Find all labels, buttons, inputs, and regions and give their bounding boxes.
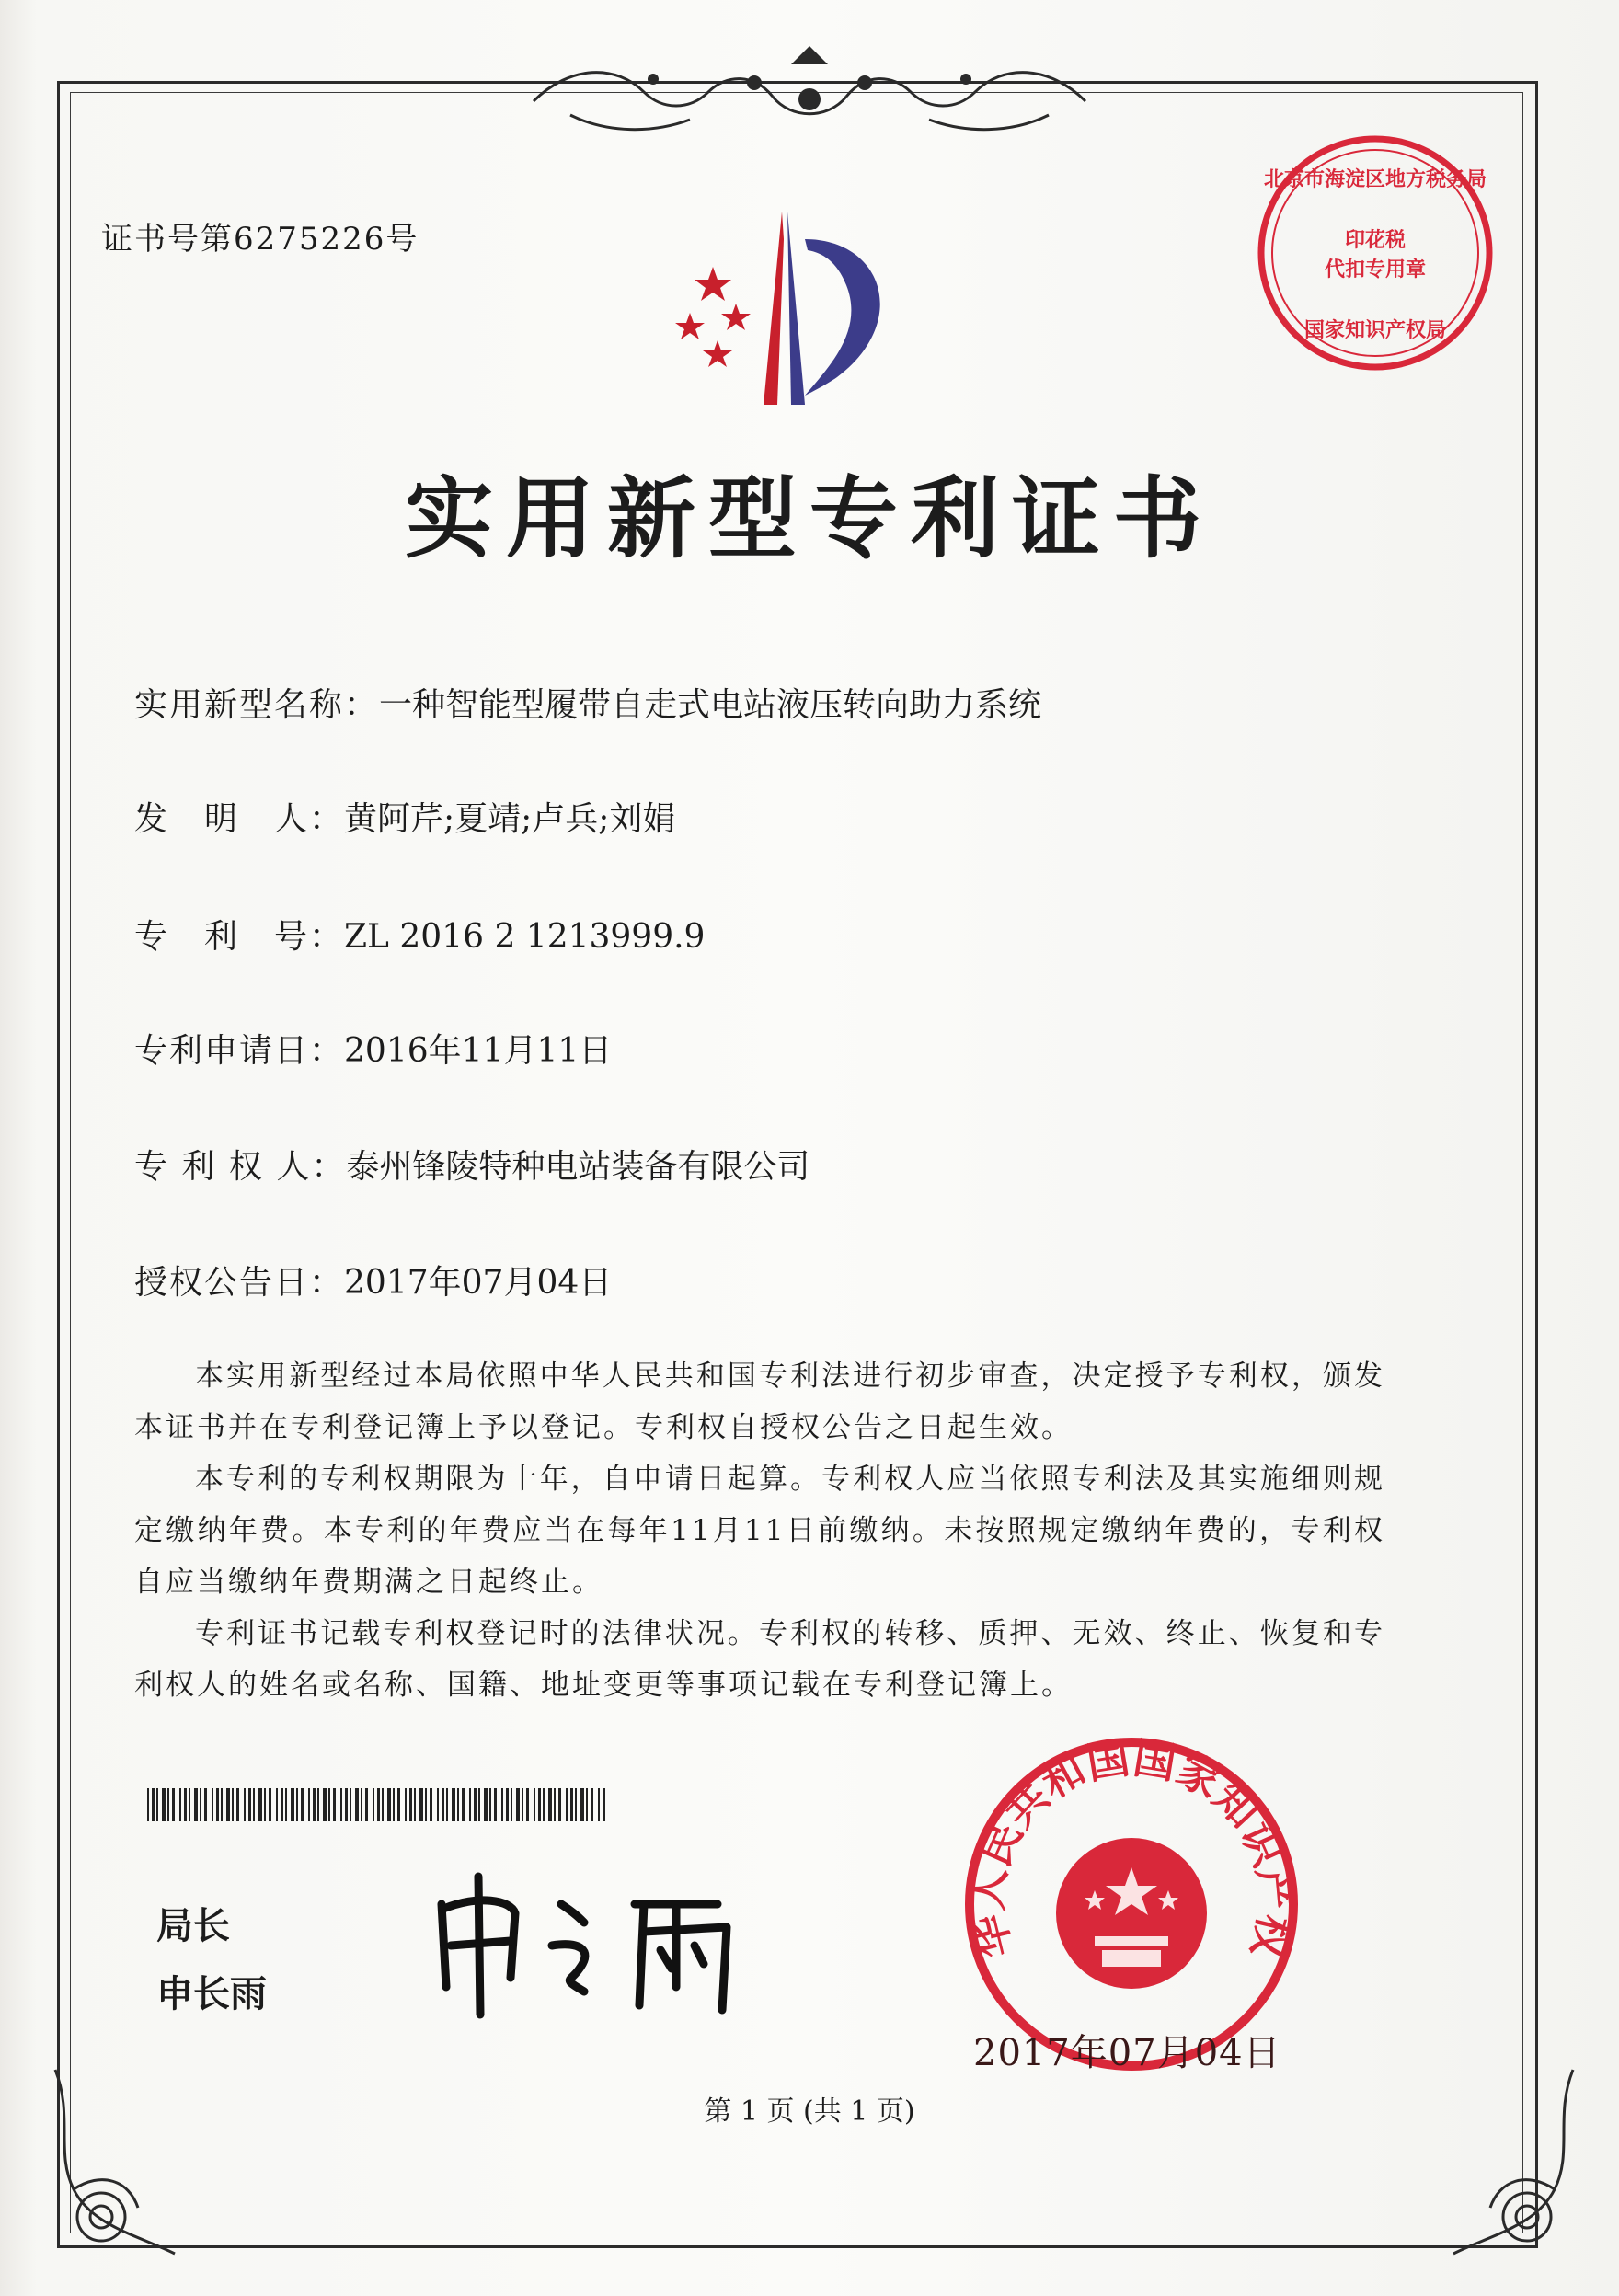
barcode-bar <box>425 1788 427 1821</box>
barcode-bar <box>355 1788 359 1821</box>
barcode-bar <box>285 1788 287 1821</box>
barcode-bar <box>212 1788 213 1821</box>
barcode-bar <box>387 1788 391 1821</box>
barcode-bar <box>489 1788 491 1821</box>
barcode-bar <box>179 1788 181 1821</box>
barcode-bar <box>194 1788 198 1821</box>
barcode-bar <box>216 1788 219 1821</box>
barcode-bar <box>236 1788 239 1821</box>
barcode-bar <box>516 1788 520 1821</box>
barcode-bar <box>361 1788 362 1821</box>
barcode-bar <box>152 1788 155 1821</box>
barcode-bar <box>478 1788 480 1821</box>
barcode-bar <box>162 1788 166 1821</box>
barcode-bar <box>373 1788 374 1821</box>
barcode-bar <box>414 1788 416 1821</box>
field-grant-date <box>134 1257 612 1303</box>
field-value: ZL 2016 2 1213999.9 <box>344 918 706 956</box>
certificate-body <box>134 1350 1385 1711</box>
barcode-bar <box>522 1788 523 1821</box>
barcode-bar <box>570 1788 573 1821</box>
barcode-bar <box>350 1788 351 1821</box>
field-patentee <box>134 1141 810 1188</box>
tax-stamp-seal <box>1251 129 1499 381</box>
field-value: 一种智能型履带自走式电站液压转向助力系统 <box>379 686 1042 724</box>
certificate-number: 证书号第6275226号 <box>101 221 419 258</box>
barcode-bar <box>269 1788 271 1821</box>
barcode-bar <box>204 1788 207 1821</box>
barcode-bar <box>221 1788 223 1821</box>
barcode-bar <box>264 1788 266 1821</box>
field-value: 2017年07月04日 <box>344 1264 613 1302</box>
barcode-bar <box>308 1788 310 1821</box>
barcode <box>147 1788 607 1825</box>
barcode-bar <box>452 1788 455 1821</box>
barcode-bar <box>494 1788 497 1821</box>
barcode-bar <box>377 1788 380 1821</box>
barcode-bar <box>244 1788 246 1821</box>
field-patent-number <box>134 911 705 958</box>
svg-text:代扣专用章: 代扣专用章 <box>1324 258 1427 281</box>
body-paragraph: 专利证书记载专利权登记时的法律状况。专利权的转移、质押、无效、终止、恢复和专利权人的姓名或名称、国籍、地址变更等事项记载在专利登记簿上。 <box>134 1617 1385 1702</box>
field-label: 授权公告日： <box>134 1264 345 1302</box>
barcode-bar <box>147 1788 149 1821</box>
field-label: 专 利 号： <box>134 918 345 956</box>
barcode-bar <box>200 1788 201 1821</box>
barcode-bar <box>167 1788 169 1821</box>
barcode-bar <box>442 1788 444 1821</box>
barcode-bar <box>248 1788 251 1821</box>
barcode-bar <box>328 1788 330 1821</box>
barcode-bar <box>446 1788 448 1821</box>
barcode-bar <box>258 1788 262 1821</box>
barcode-bar <box>501 1788 503 1821</box>
barcode-bar <box>291 1788 294 1821</box>
barcode-bar <box>226 1788 230 1821</box>
barcode-bar <box>580 1788 584 1821</box>
field-value: 2016年11月11日 <box>344 1032 613 1070</box>
field-application-date <box>134 1025 612 1072</box>
body-paragraph: 本实用新型经过本局依照中华人民共和国专利法进行初步审查，决定授予专利权，颁发本证书并在专利登记簿上予以登记。专利权自授权公告之日起生效。 <box>134 1360 1385 1444</box>
body-paragraph: 本专利的专利权期限为十年，自申请日起算。专利权人应当依照专利法及其实施细则规定缴纳年费。本专利的年费应当在每年11月11日前缴纳。未按照规定缴纳年费的，专利权自应当缴纳年费期满之日起终止。 <box>134 1463 1385 1599</box>
director-name: 申长雨 <box>156 1973 267 2015</box>
barcode-bar <box>405 1788 407 1821</box>
director-title: 局长 <box>156 1905 230 1947</box>
barcode-bar <box>566 1788 568 1821</box>
barcode-bar <box>598 1788 600 1821</box>
barcode-bar <box>591 1788 593 1821</box>
barcode-bar <box>317 1788 319 1821</box>
barcode-bar <box>430 1788 432 1821</box>
barcode-bar <box>393 1788 395 1821</box>
seal-date: 2017年07月04日 <box>973 2032 1281 2074</box>
barcode-bar <box>345 1788 348 1821</box>
top-ornament <box>515 46 1104 147</box>
field-inventors <box>134 793 675 840</box>
barcode-bar <box>603 1788 605 1821</box>
barcode-bar <box>506 1788 509 1821</box>
field-label: 专 利 权 人： <box>134 1148 347 1186</box>
barcode-bar <box>189 1788 190 1821</box>
barcode-bar <box>232 1788 234 1821</box>
barcode-bar <box>301 1788 304 1821</box>
barcode-bar <box>548 1788 552 1821</box>
barcode-bar <box>397 1788 400 1821</box>
barcode-bar <box>558 1788 561 1821</box>
barcode-bar <box>554 1788 556 1821</box>
barcode-bar <box>365 1788 368 1821</box>
barcode-bar <box>409 1788 412 1821</box>
barcode-bar <box>313 1788 316 1821</box>
svg-text:中华人民共和国国家知识产权局: 华人民共和国国家知识产权 <box>961 1732 1302 1963</box>
svg-text:国家知识产权局: 国家知识产权局 <box>1303 318 1447 342</box>
field-label: 实用新型名称： <box>134 686 380 724</box>
barcode-bar <box>534 1788 535 1821</box>
barcode-bar <box>253 1788 255 1821</box>
field-utility-model-name <box>134 679 1041 726</box>
barcode-bar <box>172 1788 175 1821</box>
patent-office-emblem-icon <box>644 202 920 418</box>
field-label: 专利申请日： <box>134 1032 345 1070</box>
barcode-bar <box>511 1788 512 1821</box>
barcode-bar <box>296 1788 298 1821</box>
svg-text:印花税: 印花税 <box>1344 228 1407 252</box>
barcode-bar <box>382 1788 384 1821</box>
barcode-bar <box>543 1788 545 1821</box>
field-label: 发 明 人： <box>134 800 345 838</box>
director-signature <box>423 1867 810 2027</box>
barcode-bar <box>474 1788 477 1821</box>
barcode-bar <box>156 1788 158 1821</box>
barcode-bar <box>323 1788 327 1821</box>
barcode-bar <box>457 1788 459 1821</box>
barcode-bar <box>484 1788 488 1821</box>
barcode-bar <box>276 1788 278 1821</box>
barcode-bar <box>437 1788 439 1821</box>
barcode-bar <box>340 1788 342 1821</box>
field-value: 泰州锋陵特种电站装备有限公司 <box>346 1148 810 1186</box>
svg-text:北京市海淀区地方税务局: 北京市海淀区地方税务局 <box>1263 167 1487 191</box>
barcode-bar <box>526 1788 529 1821</box>
certificate-title: 实用新型专利证书 <box>405 466 1214 570</box>
barcode-bar <box>469 1788 471 1821</box>
barcode-bar <box>184 1788 187 1821</box>
barcode-bar <box>462 1788 465 1821</box>
barcode-bar <box>281 1788 283 1821</box>
barcode-bar <box>575 1788 577 1821</box>
barcode-bar <box>586 1788 588 1821</box>
page-number: 第 1 页 (共 1 页) <box>704 2095 915 2128</box>
barcode-bar <box>333 1788 336 1821</box>
barcode-bar <box>538 1788 541 1821</box>
barcode-bar <box>419 1788 423 1821</box>
field-value: 黄阿芹;夏靖;卢兵;刘娟 <box>344 800 676 838</box>
